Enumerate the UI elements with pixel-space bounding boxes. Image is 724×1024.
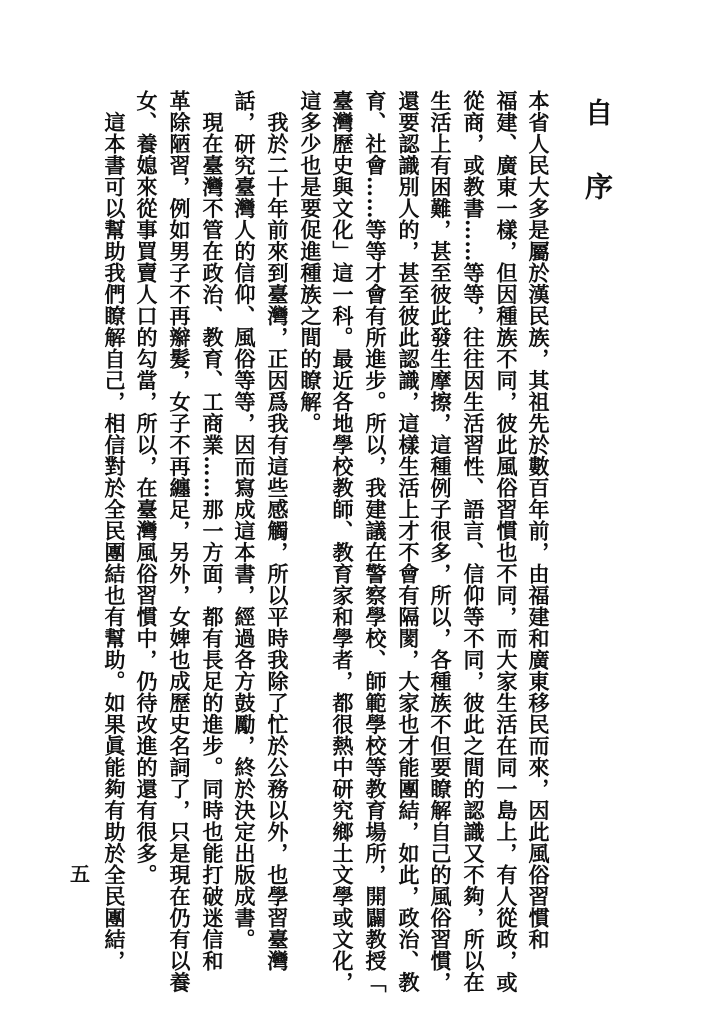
text-column-8: 這多少也是要促進種族之間的瞭解。 — [298, 90, 323, 434]
text-column-5: 還要認識別人的，甚至彼此認識，這樣生活上才不會有隔閡，大家也才能團結，如此，政治、教 — [396, 90, 421, 993]
text-column-14: 這本書可以幫助我們瞭解自己，相信對於全民團結也有幫助。如果眞能夠有助於全民團結， — [102, 90, 127, 972]
text-column-2: 福建、廣東一樣，但因種族不同，彼此風俗習慣也不同，而大家生活在同一島上，有人從政，或 — [494, 90, 519, 993]
text-column-1: 本省人民大多是屬於漢民族，其祖先於數百年前，由福建和廣東移民而來，因此風俗習慣和 — [526, 90, 551, 950]
text-column-9: 我於二十年前來到臺灣，正因爲我有這些感觸，所以平時我除了忙於公務以外，也學習臺灣 — [265, 90, 290, 972]
text-column-3: 從商，或教書……等等，往往因生活習性、語言、信仰等不同，彼此之間的認識又不夠，所以在 — [461, 90, 486, 993]
page-number: 五 — [70, 862, 90, 886]
text-column-12: 革除陋習，例如男子不再辮髮，女子不再纏足，另外，女婢也成歷史名詞了，只是現在仍有以養 — [167, 90, 192, 993]
text-column-11: 現在臺灣不管在政治、教育、工商業……那一方面，都有長足的進步。同時也能打破迷信和 — [200, 90, 225, 972]
text-column-4: 生活上有困難，甚至彼此發生摩擦，這種例子很多，所以，各種族不但要瞭解自己的風俗習慣， — [428, 90, 453, 993]
text-column-13: 女、養媳來從事買賣人口的勾當，所以，在臺灣風俗習慣中，仍待改進的還有很多。 — [134, 90, 159, 886]
page-title: 自 序 — [581, 98, 614, 218]
text-column-7: 臺灣歷史與文化」這一科。最近各地學校教師、教育家和學者，都很熱中研究鄉土文學或文化， — [330, 90, 355, 993]
text-column-10: 話，研究臺灣人的信仰、風俗等等，因而寫成這本書，經過各方鼓勵，終於決定出版成書。 — [232, 90, 257, 950]
text-column-6: 育、社會……等等才會有所進步。所以，我建議在警察學校、師範學校等教育場所，開闢教授「 — [363, 90, 388, 993]
